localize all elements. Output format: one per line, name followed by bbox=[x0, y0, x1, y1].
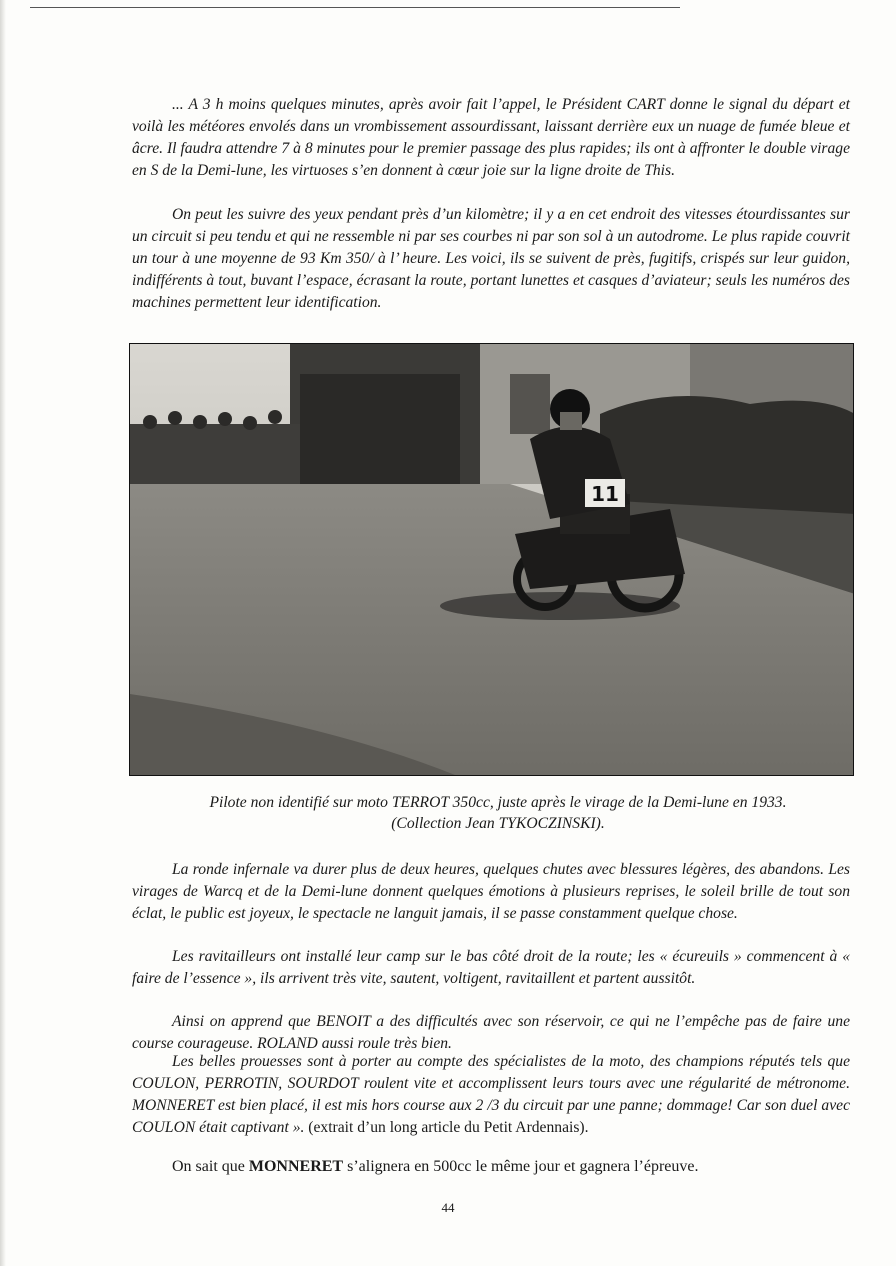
paragraph-7 bbox=[132, 1156, 850, 1178]
paragraph-7-name: MONNERET bbox=[248, 1158, 344, 1175]
page-number: 44 bbox=[441, 1200, 455, 1215]
photo-caption-line-1: Pilote non identifié sur moto TERROT 350cc, juste après le virage de la Demi-lune en 1933. bbox=[209, 794, 787, 811]
paragraph-7-end: s’alignera en 500cc le même jour et gagnera l’épreuve. bbox=[343, 1158, 699, 1175]
paragraph-6-source: (extrait d’un long article du Petit Ardennais). bbox=[304, 1119, 589, 1136]
top-rule bbox=[30, 7, 680, 8]
paragraph-2: On peut les suivre des yeux pendant près d’un kilomètre; il y a en cet endroit des vitesses étourdissantes sur un circuit si peu tendu et qui ne ressemble ni par ses courbes ni par son sol à un autodrome. Le plus rapide couvrit un tour à une moyenne de 93 Km 350/ à l’ heure. Les voici, ils se suivent de près, fugitifs, crispés sur leur guidon, indifférents à tout, buvant l’espace, écrasant la route, portant lunettes et casques d’aviateur; seuls les numéros des machines permettent leur identification. bbox=[132, 206, 850, 311]
paragraph-7-start: On sait que bbox=[172, 1158, 249, 1175]
page-edge-shadow bbox=[0, 0, 6, 1266]
bike-number-plate: 11 bbox=[591, 482, 619, 506]
photo-motorcycle-rider bbox=[129, 343, 854, 776]
paragraph-1: ... A 3 h moins quelques minutes, après avoir fait l’appel, le Président CART donne le signal du départ et voilà les météores envolés dans un vrombissement assourdissant, laissant derrière eux un nuage de fumée bleue et âcre. Il faudra attendre 7 à 8 minutes pour le premier passage des plus rapides; ils ont à affronter le double virage en S de la Demi-lune, les virtuoses s’en donnent à cœur joie sur la ligne droite de This. bbox=[132, 96, 850, 179]
paragraph-6-quote: Les belles prouesses sont à porter au compte des spécialistes de la moto, des champions réputés tels que COULON, PERROTIN, SOURDOT roulent vite et accomplissent leurs tours avec une régularité de métronome. MONNERET est bien placé, il est mis hors course aux 2 /3 du circuit par une panne; dommage! Car son duel avec COULON était captivant ». bbox=[132, 1053, 850, 1136]
paragraph-3: La ronde infernale va durer plus de deux heures, quelques chutes avec blessures légères, des abandons. Les virages de Warcq et de la Demi-lune donnent quelques émotions à plusieurs reprises, le soleil brille de tout son éclat, le public est joyeux, le spectacle ne languit jamais, il se passe constamment quelque chose. bbox=[132, 861, 850, 922]
paragraph-5: Ainsi on apprend que BENOIT a des difficultés avec son réservoir, ce qui ne l’empêche pas de faire une course courageuse. ROLAND aussi roule très bien. bbox=[132, 1013, 850, 1052]
paragraph-4: Les ravitailleurs ont installé leur camp sur le bas côté droit de la route; les « écureuils » commencent à « faire de l’essence », ils arrivent très vite, sautent, voltigent, ravitaillent et partent aussitôt. bbox=[132, 948, 850, 987]
paragraph-6 bbox=[132, 1051, 850, 1139]
photo-caption-line-2: (Collection Jean TYKOCZINSKI). bbox=[391, 815, 605, 832]
